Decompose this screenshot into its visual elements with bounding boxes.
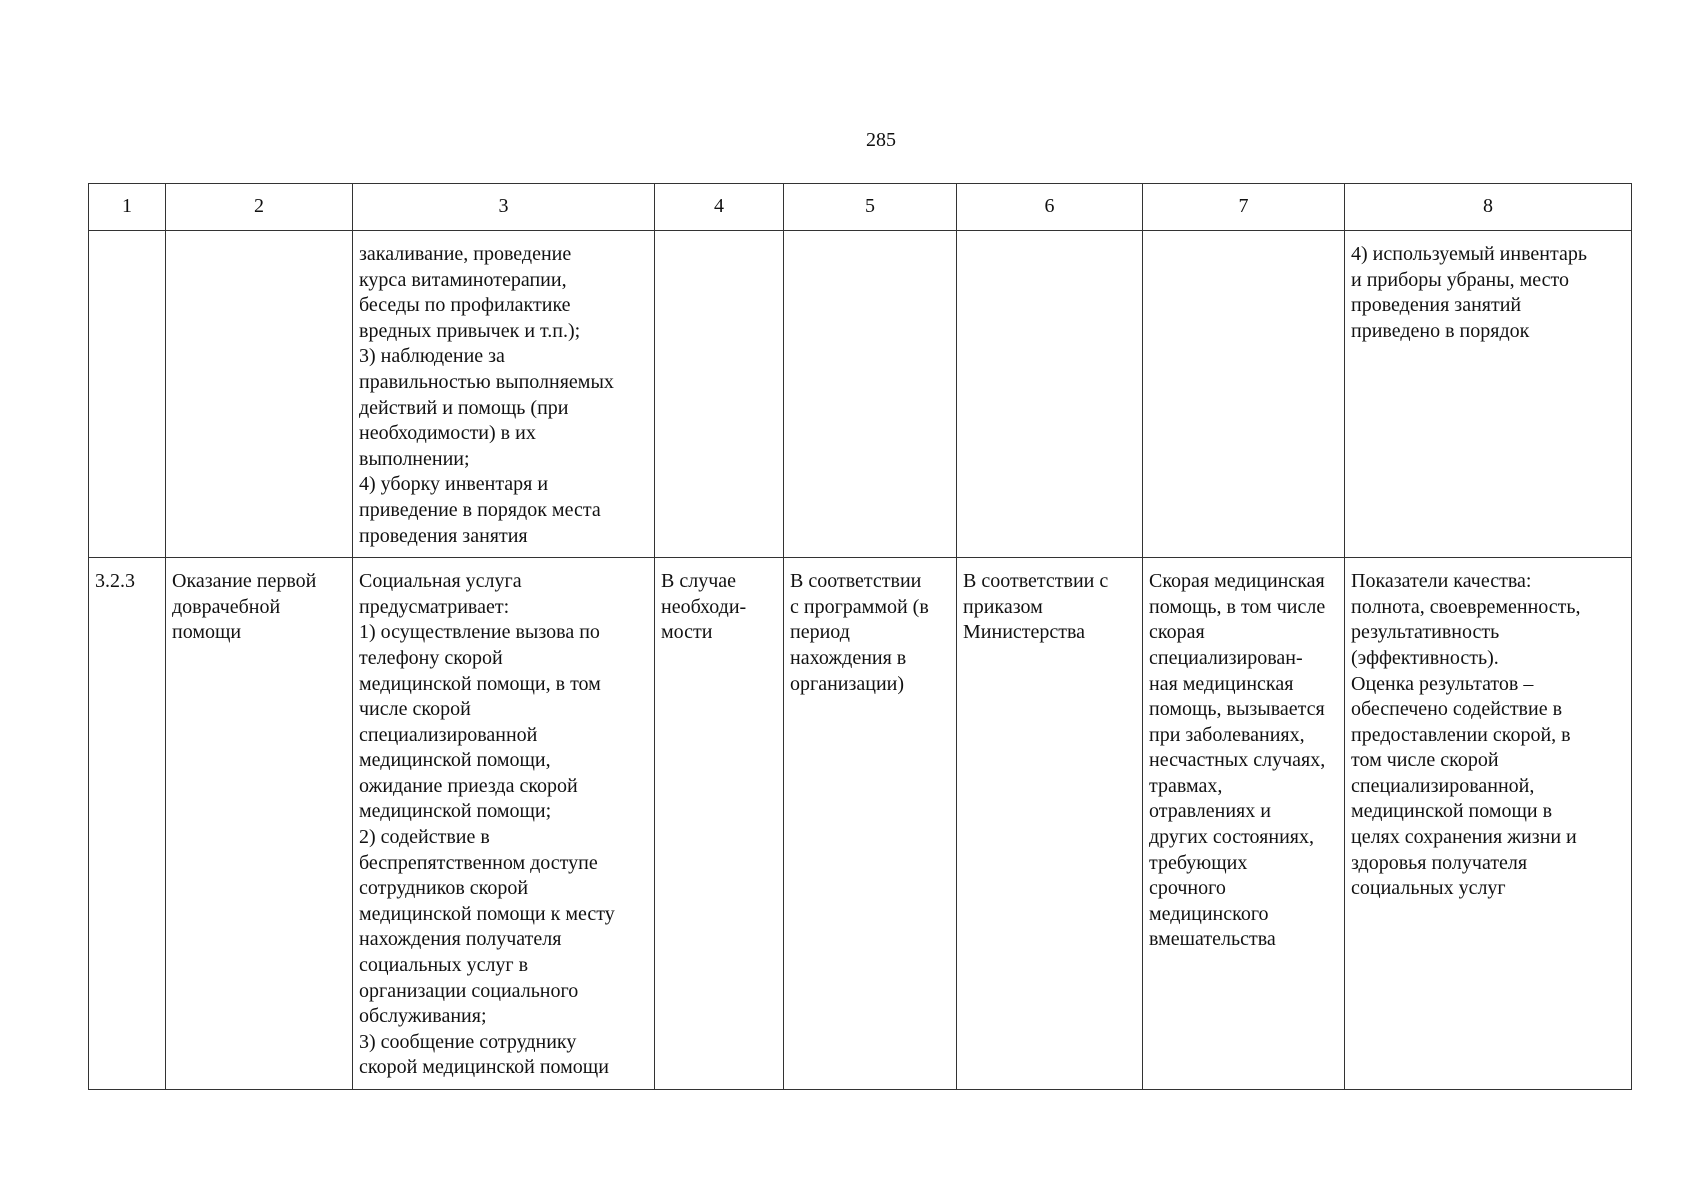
- table-cell: [89, 558, 166, 1090]
- table-cell: [1143, 558, 1345, 1090]
- column-header: 4: [655, 184, 784, 231]
- table-cell: [353, 231, 655, 558]
- table-header-row: [89, 184, 1632, 231]
- service-cost-basis: В соответствии с приказом Министерства: [963, 570, 1109, 644]
- table-cell: [1143, 231, 1345, 558]
- service-timing: В соответствии с программой (в период нахождения в организации): [790, 570, 929, 695]
- service-name: Оказание первой доврачебной помощи: [172, 570, 317, 644]
- table-row: [89, 558, 1632, 1090]
- table-cell: [166, 231, 353, 558]
- table-cell: [353, 558, 655, 1090]
- table-cell: [957, 231, 1143, 558]
- service-description: Социальная услуга предусматривает: 1) осуществление вызова по телефону скорой медицинской помощи, в том числе скорой специализированной медицинской помощи, ожидание приезда скорой медицинской помощи; 2) содействие в беспрепятственном доступе сотрудников скорой медицинской помощи к месту нахождения получателя социальных услуг в организации социального обслуживания; 3) сообщение сотруднику скорой медицинской помощи: [359, 570, 615, 1079]
- column-header: 5: [784, 184, 957, 231]
- quality-indicators: Показатели качества: полнота, своевременность, результативность (эффективность). Оценка результатов – обеспечено содействие в предоставлении скорой, в том числе скорой специализированной, медицинской помощи в целях сохранения жизни и здоровья получателя социальных услуг: [1351, 570, 1581, 900]
- table-row: [89, 231, 1632, 558]
- table-cell: [957, 558, 1143, 1090]
- table-cell: [89, 231, 166, 558]
- table-cell: [655, 558, 784, 1090]
- table-cell: [1345, 558, 1632, 1090]
- table-cell: [1345, 231, 1632, 558]
- column-header: 3: [353, 184, 655, 231]
- service-conditions: Скорая медицинская помощь, в том числе скорая специализирован- ная медицинская помощь, вызывается при заболеваниях, несчастных случаях, травмах, отравлениях и других состояниях, требующих срочного медицинского вмешательства: [1149, 570, 1326, 951]
- cell-text: закаливание, проведение курса витаминотерапии, беседы по профилактике вредных привычек и т.п.); 3) наблюдение за правильностью выполняемых действий и помощь (при необходимости) в их выполнении; 4) уборку инвентаря и приведение в порядок места проведения занятия: [359, 243, 614, 547]
- services-table: [88, 183, 1632, 1090]
- column-header: 2: [166, 184, 353, 231]
- column-header: 1: [89, 184, 166, 231]
- table-cell: [784, 558, 957, 1090]
- item-number: 3.2.3: [95, 570, 135, 593]
- table-cell: [166, 558, 353, 1090]
- column-header: 7: [1143, 184, 1345, 231]
- table-cell: [655, 231, 784, 558]
- column-header: 6: [957, 184, 1143, 231]
- column-header: 8: [1345, 184, 1632, 231]
- page-number: 285: [866, 129, 896, 151]
- cell-text: 4) используемый инвентарь и приборы убраны, место проведения занятий приведено в порядок: [1351, 243, 1587, 342]
- table-cell: [784, 231, 957, 558]
- service-frequency: В случае необходи- мости: [661, 570, 747, 644]
